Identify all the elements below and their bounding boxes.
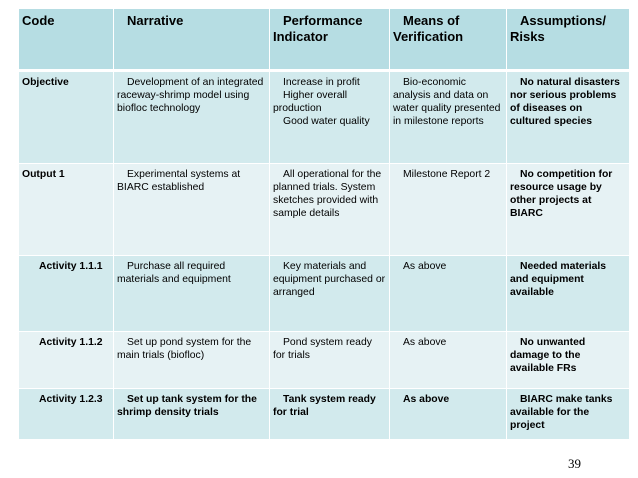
row-verification: As above	[390, 389, 507, 440]
row-code: Activity 1.1.1	[19, 256, 114, 332]
header-indicator: Performance Indicator	[270, 9, 390, 71]
header-row	[19, 9, 629, 71]
table-row	[19, 71, 629, 164]
row-narrative: Purchase all required materials and equipment	[114, 256, 270, 332]
row-assumptions: No unwanted damage to the available FRs	[507, 332, 629, 389]
row-narrative: Experimental systems at BIARC established	[114, 164, 270, 256]
row-verification: As above	[390, 256, 507, 332]
row-indicator: Tank system ready for trial	[270, 389, 390, 440]
row-narrative: Development of an integrated raceway-shrimp model using biofloc technology	[114, 71, 270, 164]
row-assumptions: Needed materials and equipment available	[507, 256, 629, 332]
header-assumptions: Assumptions/ Risks	[507, 9, 629, 71]
row-indicator: Key materials and equipment purchased or arranged	[270, 256, 390, 332]
indicator-line: Higher overall production	[273, 90, 348, 114]
row-narrative: Set up tank system for the shrimp density trials	[114, 389, 270, 440]
row-narrative: Set up pond system for the main trials (biofloc)	[114, 332, 270, 389]
table-row	[19, 389, 629, 440]
indicator-line: Increase in profit	[283, 77, 360, 88]
row-code: Output 1	[19, 164, 114, 256]
header-code: Code	[19, 9, 114, 71]
row-code: Activity 1.1.2	[19, 332, 114, 389]
page-number: 39	[568, 456, 581, 471]
indicator-line: Good water quality	[283, 116, 370, 127]
table-row	[19, 256, 629, 332]
table-row	[19, 164, 629, 256]
table-row	[19, 332, 629, 389]
row-code: Activity 1.2.3	[19, 389, 114, 440]
row-verification: Milestone Report 2	[390, 164, 507, 256]
logframe-table	[18, 8, 629, 439]
row-indicator	[270, 71, 390, 164]
row-code: Objective	[19, 71, 114, 164]
row-indicator: All operational for the planned trials. System sketches provided with sample details	[270, 164, 390, 256]
row-assumptions: No competition for resource usage by other projects at BIARC	[507, 164, 629, 256]
row-assumptions: No natural disasters nor serious problems of diseases on cultured species	[507, 71, 629, 164]
row-verification: Bio-economic analysis and data on water quality presented in milestone reports	[390, 71, 507, 164]
header-narrative: Narrative	[114, 9, 270, 71]
row-assumptions: BIARC make tanks available for the project	[507, 389, 629, 440]
row-indicator: Pond system ready for trials	[270, 332, 390, 389]
row-verification: As above	[390, 332, 507, 389]
header-verification: Means of Verification	[390, 9, 507, 71]
